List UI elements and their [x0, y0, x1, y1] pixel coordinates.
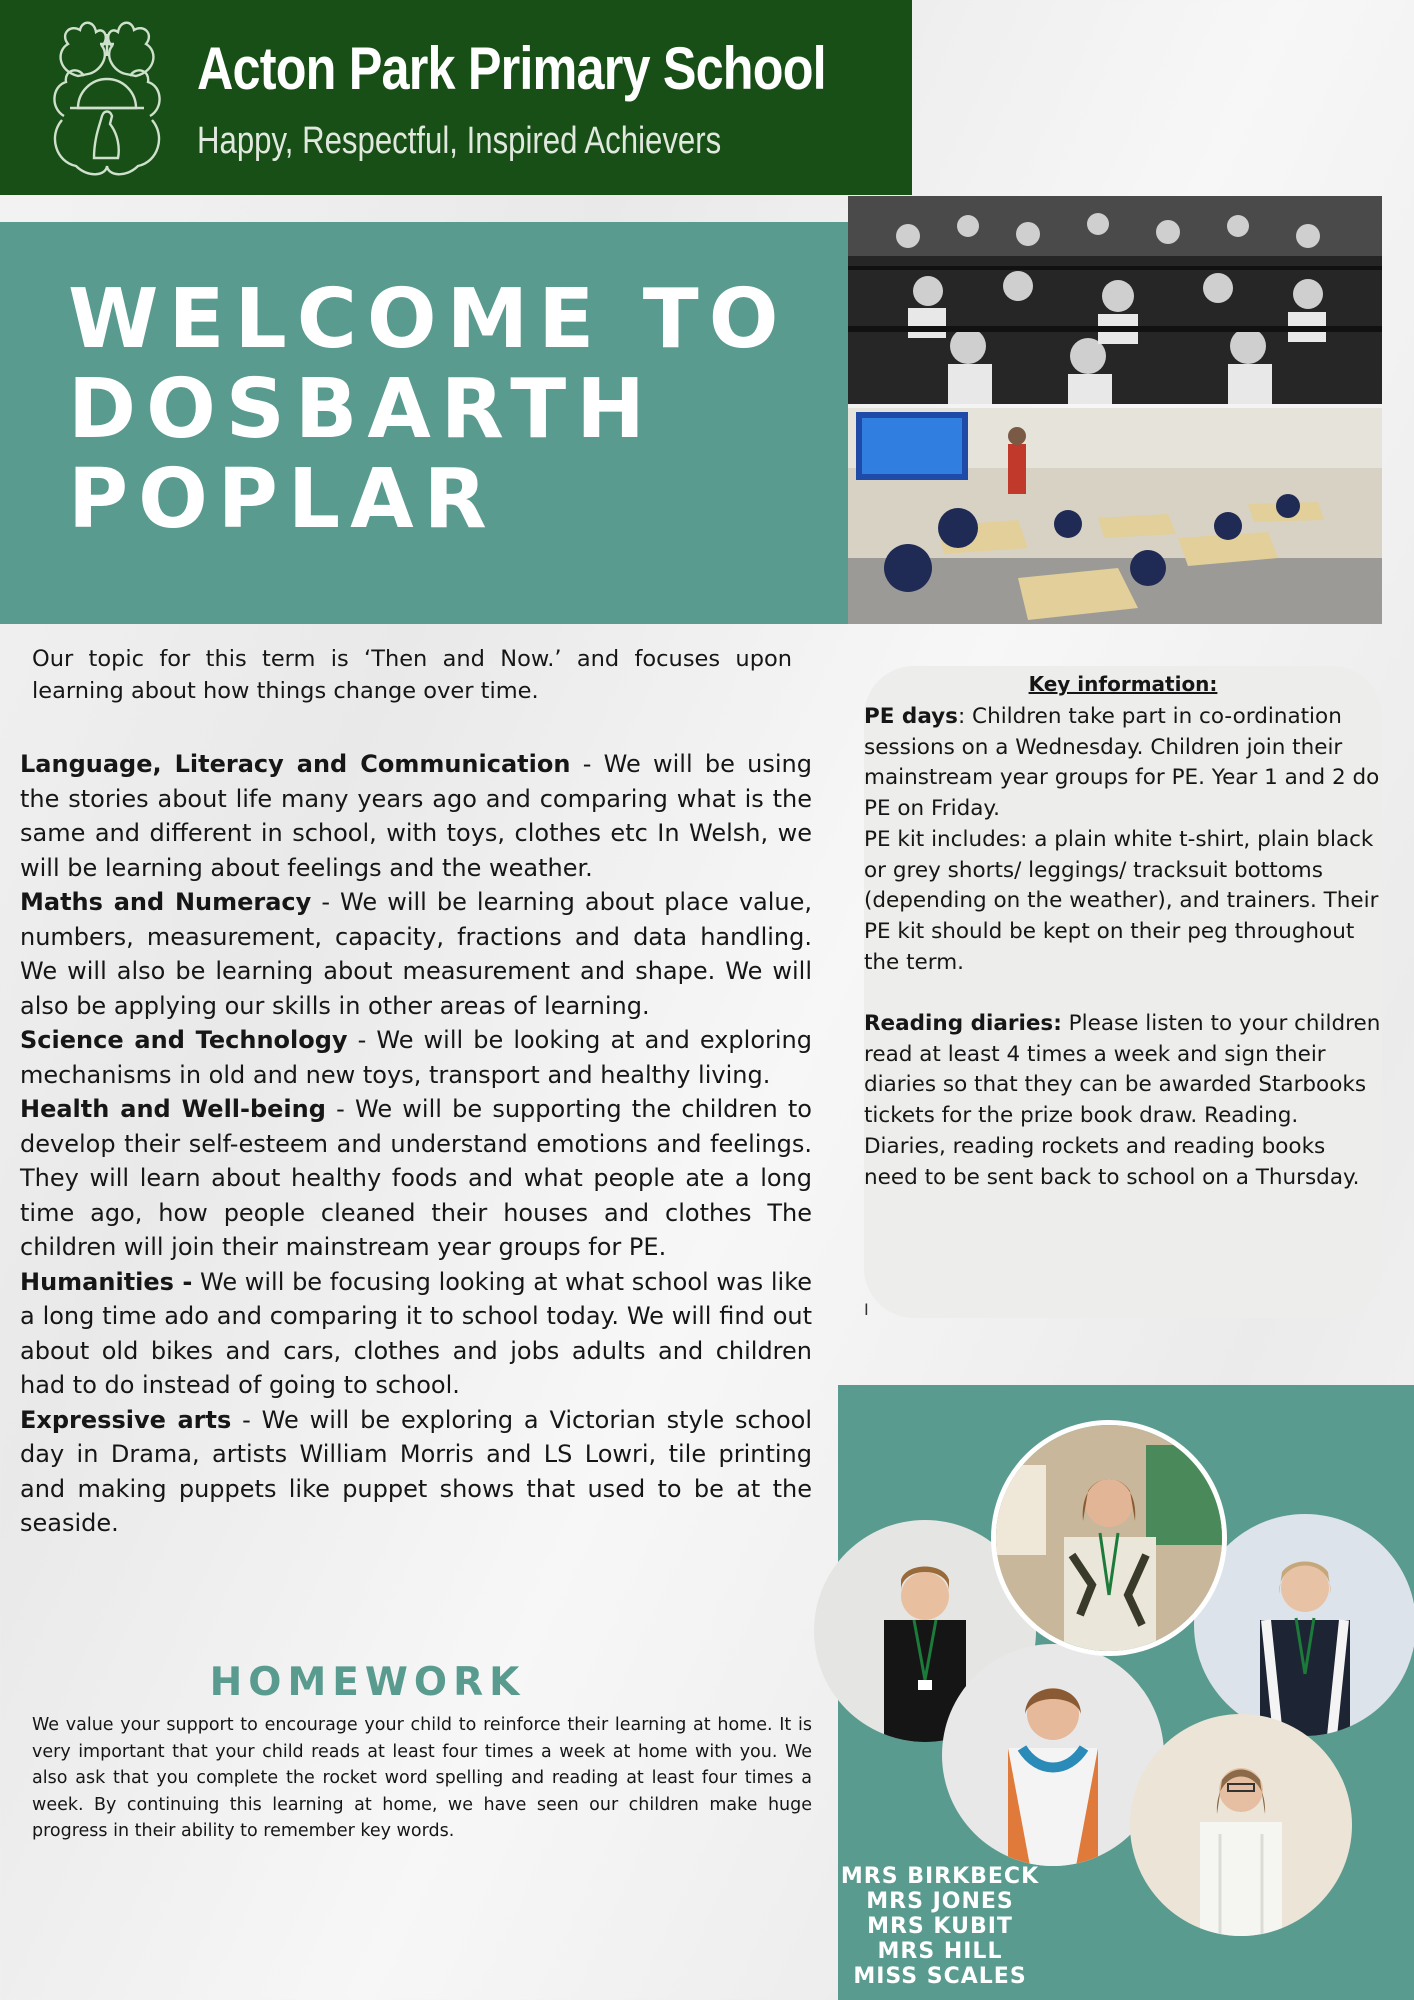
- curriculum-heading: Health and Well-being: [20, 1095, 326, 1123]
- school-motto: Happy, Respectful, Inspired Achievers: [197, 120, 722, 162]
- curriculum-heading: Maths and Numeracy: [20, 888, 312, 916]
- curriculum-item: [20, 1403, 812, 1541]
- curriculum-item: [20, 1023, 812, 1092]
- curriculum-item: [20, 1265, 812, 1403]
- curriculum-heading: Language, Literacy and Communication: [20, 750, 571, 778]
- homework-text: We value your support to encourage your child to reinforce their learning at home. It is very important that your child reads at least four times a week at home with you. We also ask that you complete the rocket word spelling and reading at least four times a week. By continuing this learning at home, we have seen our children make huge progress in their ability to remember key words.: [32, 1715, 812, 1841]
- modern-classroom-photo: [848, 408, 1382, 624]
- staff-name: MRS BIRKBECK: [840, 1864, 1040, 1889]
- spacer: [864, 978, 1384, 1009]
- curriculum-text: - We will be using the stories about life many years ago and comparing what is the same and different in school, with toys, clothes etc In Welsh, we will be learning about feelings and the weather.: [20, 750, 812, 882]
- reading-diaries-info: [864, 1009, 1384, 1193]
- topic-intro: Our topic for this term is ‘Then and Now.’ and focuses upon learning about how things change over time.: [32, 646, 792, 704]
- reading-diaries-label: Reading diaries:: [864, 1011, 1062, 1037]
- staff-portrait-photo: [991, 1420, 1227, 1656]
- curriculum-heading: Expressive arts: [20, 1405, 232, 1434]
- staff-names: [838, 1864, 1042, 1989]
- staff-name: MRS JONES: [866, 1889, 1014, 1914]
- school-name: Acton Park Primary School: [197, 35, 826, 102]
- curriculum-areas: [20, 747, 812, 1541]
- staff-portrait-photo: [1194, 1514, 1414, 1736]
- stray-mark: I: [864, 1300, 869, 1319]
- key-information-text: [864, 702, 1384, 1193]
- curriculum-text: - We will be looking at and exploring mechanisms in old and new toys, transport and healthy living.: [20, 1026, 812, 1089]
- curriculum-text: We will be focusing looking at what school was like a long time ado and comparing it to school today. We will find out about old bikes and cars, clothes and jobs adults and children had to do instead of going to school.: [20, 1267, 812, 1399]
- curriculum-item: [20, 1092, 812, 1265]
- pe-days-text: : Children take part in co-ordination sessions on a Wednesday. Children join their mainstream year groups for PE. Year 1 and 2 do PE on Friday.: [864, 704, 1380, 822]
- key-information-title: Key information:: [1028, 672, 1218, 696]
- curriculum-heading: Science and Technology: [20, 1026, 348, 1054]
- staff-portrait-photo: [1130, 1714, 1352, 1936]
- welcome-title: WELCOME TO DOSBARTH POPLAR: [68, 272, 789, 547]
- curriculum-text: - We will be supporting the children to develop their self-esteem and understand emotions and feelings. They will learn about healthy foods and what people ate a long time ago, how people cleaned their houses and clothes The children will join their mainstream year groups for PE.: [20, 1095, 812, 1261]
- curriculum-item: [20, 885, 812, 1023]
- pe-kit-info: PE kit includes: a plain white t-shirt, plain black or grey shorts/ leggings/ tracksuit bottoms (depending on the weather), and trainers. Their PE kit should be kept on their peg throughout the term.: [864, 826, 1379, 975]
- pe-days-label: PE days: [864, 704, 958, 729]
- staff-name: MISS SCALES: [853, 1964, 1027, 1989]
- reading-diaries-text: Please listen to your children read at least 4 times a week and sign their diaries so that they can be awarded Starbooks tickets for the prize book draw. Reading. Diaries, reading rockets and reading books need to be sent back to school on a Thursday.: [864, 1011, 1381, 1190]
- curriculum-text: - We will be learning about place value, numbers, measurement, capacity, fractions and data handling. We will also be learning about measurement and shape. We will also be applying our skills in other areas of learning.: [20, 888, 812, 1020]
- pe-days-info: [864, 702, 1384, 825]
- curriculum-item: [20, 747, 812, 885]
- oak-leaf-crest-icon: [48, 16, 166, 181]
- curriculum-heading: Humanities -: [20, 1267, 193, 1296]
- homework-heading: HOMEWORK: [209, 1660, 526, 1705]
- curriculum-text: - We will be exploring a Victorian style school day in Drama, artists William Morris and LS Lowri, tile printing and making puppets like puppet shows that used to be at the seaside.: [20, 1405, 812, 1537]
- vintage-classroom-photo: [848, 196, 1382, 404]
- staff-name: MRS HILL: [877, 1939, 1003, 1964]
- staff-name: MRS KUBIT: [867, 1914, 1013, 1939]
